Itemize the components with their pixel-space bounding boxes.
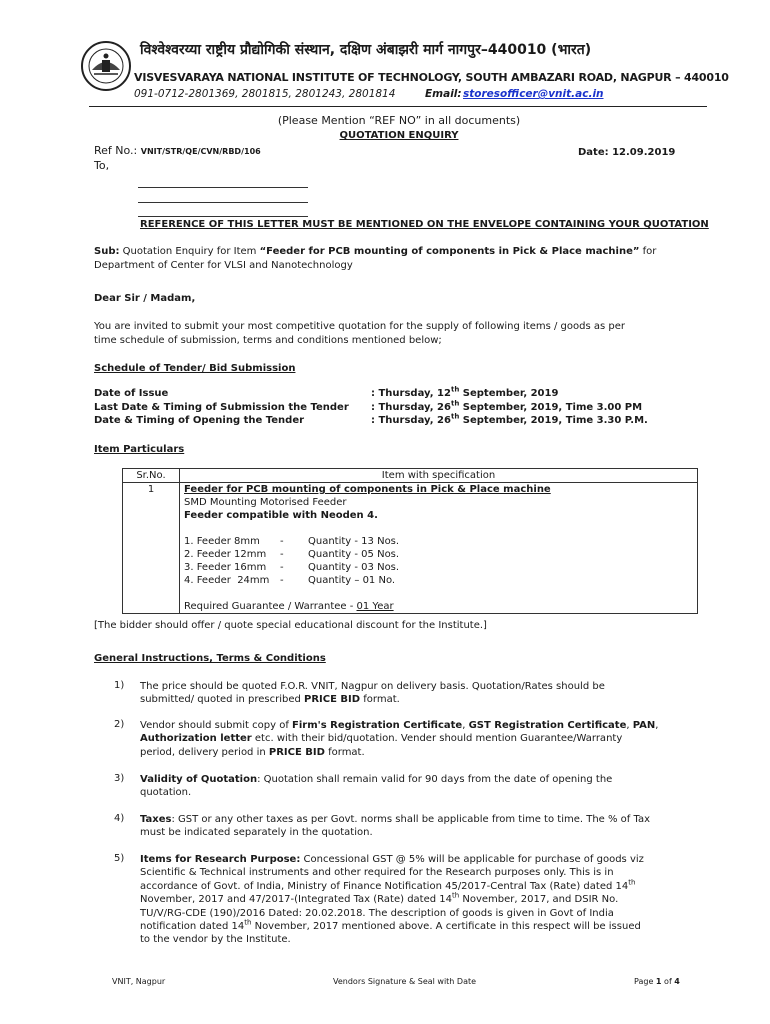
list-item: 1. Feeder 8mm - Quantity - 13 Nos. (184, 536, 400, 547)
header-phones: 091-0712-2801369, 2801815, 2801243, 2801814 (134, 88, 396, 100)
header-english-title: VISVESVARAYA NATIONAL INSTITUTE OF TECHNOLOGY, SOUTH AMBAZARI ROAD, NAGPUR – 440010 (134, 71, 729, 84)
ref-notice: (Please Mention “REF NO” in all documents) (277, 114, 521, 127)
item-line: SMD Mounting Motorised Feeder (184, 497, 347, 508)
intro-line-1: You are invited to submit your most competitive quotation for the supply of following items / goods as per (94, 321, 626, 332)
schedule-label: Date & Timing of Opening the Tender (94, 415, 305, 426)
schedule-value: : Thursday, 26th September, 2019, Time 3.30 P.M. (371, 412, 648, 426)
instruction-number: 3) (114, 773, 125, 784)
schedule-heading: Schedule of Tender/ Bid Submission (94, 363, 296, 374)
table-row (123, 483, 698, 614)
item-spec-cell (180, 483, 698, 614)
address-blank-line (138, 202, 308, 203)
subject-item: “Feeder for PCB mounting of components in Pick & Place machine” (259, 246, 640, 257)
page-indicator: Page 1 of 4 (634, 977, 680, 986)
item-particulars-heading: Item Particulars (94, 444, 185, 455)
instruction-number: 5) (114, 853, 125, 864)
footer-signature: Vendors Signature & Seal with Date (333, 977, 477, 986)
ref-label: Ref No.: (94, 144, 138, 157)
salutation: Dear Sir / Madam, (94, 293, 196, 304)
instruction-2: Vendor should submit copy of Firm's Registration Certificate, GST Registration Certificate, PAN, Authorization letter etc. with their bid/quotation. Vender should mention Guarantee/Warranty period, delivery period in PRICE BID format. (140, 720, 659, 758)
row-number: 1 (123, 483, 180, 614)
instruction-number: 2) (114, 719, 125, 730)
instruction-4: Taxes: GST or any other taxes as per Govt. norms shall be applicable from time to time. The % of Tax must be indicated separately in the quotation. (140, 814, 650, 839)
instruction-number: 1) (114, 680, 125, 691)
subject-pre: Quotation Enquiry for Item (119, 246, 260, 257)
address-blank-line (138, 187, 308, 188)
address-blank-line (138, 216, 308, 217)
header-hindi-title: विश्वेश्वरय्या राष्ट्रीय प्रौद्योगिकी संस्थान, दक्षिण अंबाझरी मार्ग नागपुर–440010 (भारत) (140, 42, 592, 58)
item-line: Feeder compatible with Neoden 4. (184, 510, 378, 521)
letter-date: Date: 12.09.2019 (578, 147, 676, 158)
col-spec: Item with specification (180, 469, 698, 483)
item-title: Feeder for PCB mounting of components in Pick & Place machine (184, 484, 551, 495)
instruction-number: 4) (114, 813, 125, 824)
document-title: QUOTATION ENQUIRY (339, 130, 459, 141)
schedule-value: : Thursday, 12th September, 2019 (371, 385, 559, 399)
instruction-1: The price should be quoted F.O.R. VNIT, Nagpur on delivery basis. Quotation/Rates should be submitted/ quoted in prescribed PRICE BID format. (140, 681, 605, 706)
email-link[interactable]: storesofficer@vnit.ac.in (463, 88, 604, 100)
instruction-5: Items for Research Purpose: Concessional GST @ 5% will be applicable for purchase of goods viz Scientific & Technical instruments and other required for the Research purposes only. This is in accordance of Govt. of India, Ministry of Finance Notification 45/2017-Central Tax (Rate) dated 14th November, 2017 and 47/2017-(Integrated Tax (Rate) dated 14th November, 2017, and DSIR No. TU/V/RG-CDE (190)/2016 Dated: 20.02.2018. The description of goods is given in Govt of India notification dated 14th November, 2017 mentioned above. A certificate in this respect will be issued to the vendor by the Institute. (140, 854, 644, 946)
instruction-3: Validity of Quotation: Quotation shall remain valid for 90 days from the date of opening the quotation. (140, 774, 613, 799)
discount-note: [The bidder should offer / quote special educational discount for the Institute.] (94, 620, 487, 631)
reference-warning: REFERENCE OF THIS LETTER MUST BE MENTIONED ON THE ENVELOPE CONTAINING YOUR QUOTATION (140, 219, 709, 230)
ref-number: VNIT/STR/QE/CVN/RBD/106 (140, 147, 261, 156)
subject-post: for (639, 246, 657, 257)
schedule-value: : Thursday, 26th September, 2019, Time 3.00 PM (371, 399, 643, 413)
schedule-label: Date of Issue (94, 388, 169, 399)
items-table (122, 468, 698, 614)
to-label: To, (94, 159, 110, 172)
list-item: 2. Feeder 12mm - Quantity - 05 Nos. (184, 549, 400, 560)
email-label: Email: (425, 88, 462, 100)
schedule-label: Last Date & Timing of Submission the Tender (94, 402, 349, 413)
subject-department: Department of Center for VLSI and Nanotechnology (94, 260, 353, 271)
institute-emblem-icon (80, 40, 132, 92)
instructions-heading: General Instructions, Terms & Conditions (94, 653, 326, 664)
guarantee-line: Required Guarantee / Warrantee - 01 Year (184, 601, 394, 612)
subject-line (94, 245, 656, 259)
col-srno: Sr.No. (123, 469, 180, 483)
footer-left: VNIT, Nagpur (112, 977, 166, 986)
list-item: 4. Feeder 24mm - Quantity – 01 No. (184, 575, 396, 586)
ref-no-line (94, 144, 261, 157)
table-header-row (123, 469, 698, 483)
subject-label: Sub: (94, 246, 120, 257)
intro-line-2: time schedule of submission, terms and conditions mentioned below; (94, 335, 442, 346)
list-item: 3. Feeder 16mm - Quantity - 03 Nos. (184, 562, 400, 573)
header-divider (89, 106, 707, 107)
